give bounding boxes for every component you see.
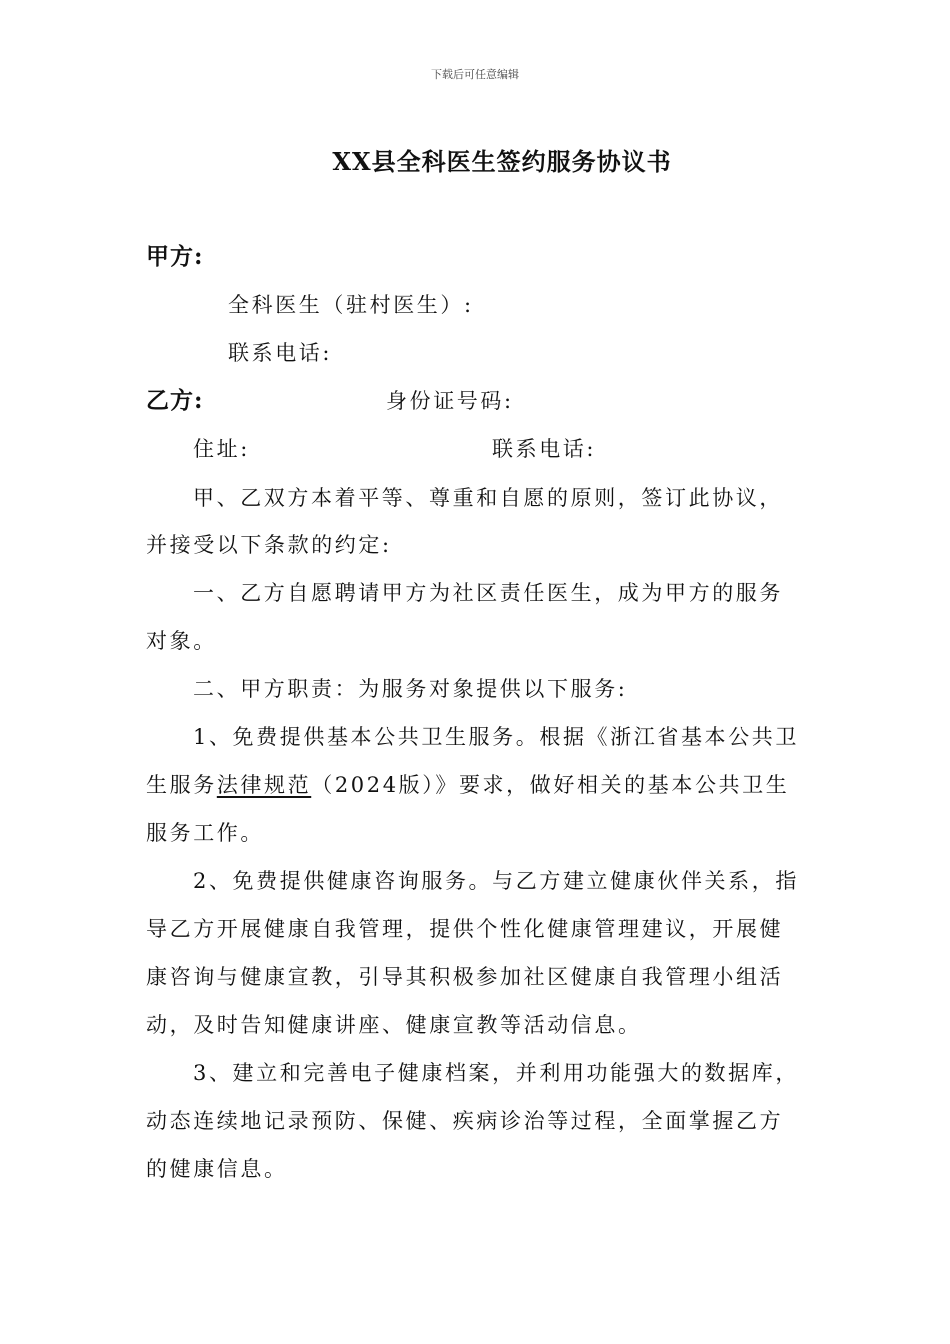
party-a-label: 甲方: (146, 243, 204, 270)
party-a-doctor-field: 全科医生（驻村医生）: (228, 293, 474, 317)
item-1-line-2 (146, 771, 789, 799)
document-title: XX县全科医生签约服务协议书 (332, 147, 672, 176)
item-1-line-1: 1、免费提供基本公共卫生服务。根据《浙江省基本公共卫 (193, 725, 799, 749)
intro-line-1: 甲、乙双方本着平等、尊重和自愿的原则，签订此协议， (193, 486, 783, 510)
header-note: 下载后可任意编辑 (431, 68, 519, 81)
item-1-line-2-suffix: （2024版）》要求，做好相关的基本公共卫生 (311, 773, 790, 797)
clause-2-heading: 二、甲方职责：为服务对象提供以下服务: (193, 677, 628, 701)
clause-1-line-2: 对象。 (146, 629, 217, 653)
party-b-label: 乙方: (146, 387, 204, 414)
intro-line-2: 并接受以下条款的约定: (146, 533, 392, 557)
item-3-line-3: 的健康信息。 (146, 1157, 288, 1181)
party-a-phone-field: 联系电话: (228, 341, 333, 365)
clause-1-line-1: 一、乙方自愿聘请甲方为社区责任医生，成为甲方的服务 (193, 581, 783, 605)
party-b-address-field: 住址: (193, 437, 250, 461)
item-2-line-3: 康咨询与健康宣教，引导其积极参加社区健康自我管理小组活 (146, 965, 784, 989)
item-3-line-2: 动态连续地记录预防、保健、疾病诊治等过程，全面掌握乙方 (146, 1109, 784, 1133)
law-reference-link[interactable]: 法律规范 (216, 773, 312, 797)
item-1-line-2-prefix: 生服务 (146, 773, 217, 797)
item-3-line-1: 3、建立和完善电子健康档案，并利用功能强大的数据库， (193, 1061, 799, 1085)
item-2-line-2: 导乙方开展健康自我管理，提供个性化健康管理建议，开展健 (146, 917, 784, 941)
party-b-id-field: 身份证号码: (386, 389, 514, 413)
item-2-line-1: 2、免费提供健康咨询服务。与乙方建立健康伙伴关系，指 (193, 869, 799, 893)
party-b-phone-field: 联系电话: (492, 437, 597, 461)
item-1-line-3: 服务工作。 (146, 821, 264, 845)
item-2-line-4: 动，及时告知健康讲座、健康宣教等活动信息。 (146, 1013, 642, 1037)
